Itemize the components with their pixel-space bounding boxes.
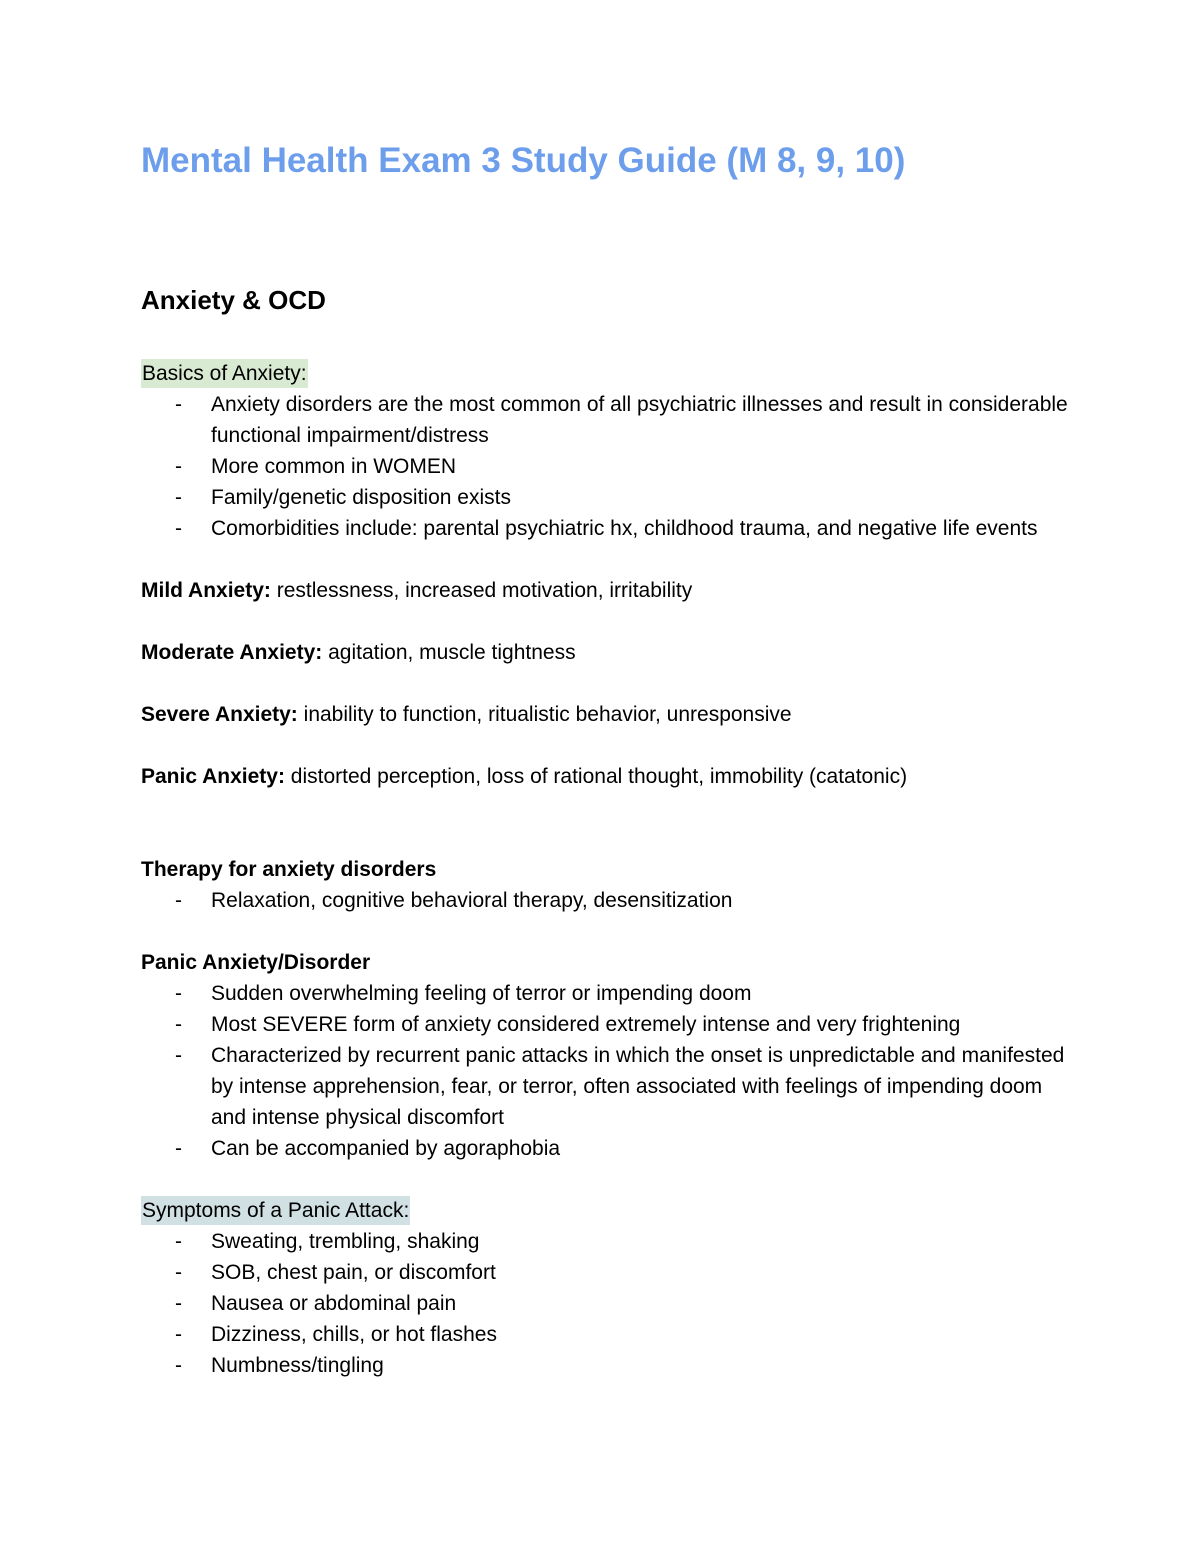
list-item: - More common in WOMEN: [141, 451, 1081, 482]
level-moderate: [141, 637, 1081, 668]
therapy-list: [141, 885, 1081, 916]
basics-label: Basics of Anxiety:: [141, 359, 308, 388]
list-item: - Dizziness, chills, or hot flashes: [141, 1319, 1081, 1350]
therapy-section: [141, 854, 1081, 916]
section-heading: Anxiety & OCD: [141, 285, 326, 315]
level-term: Panic Anxiety:: [141, 765, 285, 788]
basics-label-line: [141, 358, 1081, 389]
level-desc: agitation, muscle tightness: [322, 641, 576, 664]
document-title: Mental Health Exam 3 Study Guide (M 8, 9, 10): [141, 141, 906, 180]
panic-disorder-heading: Panic Anxiety/Disorder: [141, 951, 371, 974]
level-desc: distorted perception, loss of rational thought, immobility (catatonic): [284, 765, 908, 788]
symptoms-label: Symptoms of a Panic Attack:: [141, 1196, 410, 1225]
therapy-heading: Therapy for anxiety disorders: [141, 858, 437, 881]
level-desc: restlessness, increased motivation, irritability: [270, 579, 693, 602]
basics-section: [141, 358, 1081, 544]
list-item: - Family/genetic disposition exists: [141, 482, 1081, 513]
level-panic: [141, 761, 1081, 792]
level-mild: [141, 575, 1081, 606]
list-item: - Numbness/tingling: [141, 1350, 1081, 1381]
panic-disorder-list: [141, 978, 1081, 1164]
level-term: Moderate Anxiety:: [141, 641, 323, 664]
level-severe: [141, 699, 1081, 730]
list-item: - Can be accompanied by agoraphobia: [141, 1133, 1081, 1164]
document-body: [141, 282, 1081, 1381]
level-term: Mild Anxiety:: [141, 579, 271, 602]
symptoms-list: [141, 1226, 1081, 1381]
list-item: - Anxiety disorders are the most common of all psychiatric illnesses and result in considerable functional impairment/distress: [141, 389, 1081, 451]
list-item: - Sweating, trembling, shaking: [141, 1226, 1081, 1257]
level-term: Severe Anxiety:: [141, 703, 298, 726]
symptoms-section: [141, 1195, 1081, 1381]
list-item: - Comorbidities include: parental psychiatric hx, childhood trauma, and negative life events: [141, 513, 1081, 544]
list-item: - SOB, chest pain, or discomfort: [141, 1257, 1081, 1288]
panic-disorder-section: [141, 947, 1081, 1164]
basics-list: [141, 389, 1081, 544]
list-item: - Relaxation, cognitive behavioral therapy, desensitization: [141, 885, 1081, 916]
list-item: - Nausea or abdominal pain: [141, 1288, 1081, 1319]
list-item: - Sudden overwhelming feeling of terror or impending doom: [141, 978, 1081, 1009]
level-desc: inability to function, ritualistic behavior, unresponsive: [297, 703, 792, 726]
list-item: - Most SEVERE form of anxiety considered extremely intense and very frightening: [141, 1009, 1081, 1040]
symptoms-label-line: [141, 1195, 1081, 1226]
list-item: - Characterized by recurrent panic attacks in which the onset is unpredictable and manifested by intense apprehension, fear, or terror, often associated with feelings of impending doom and intense physical discomfort: [141, 1040, 1081, 1133]
